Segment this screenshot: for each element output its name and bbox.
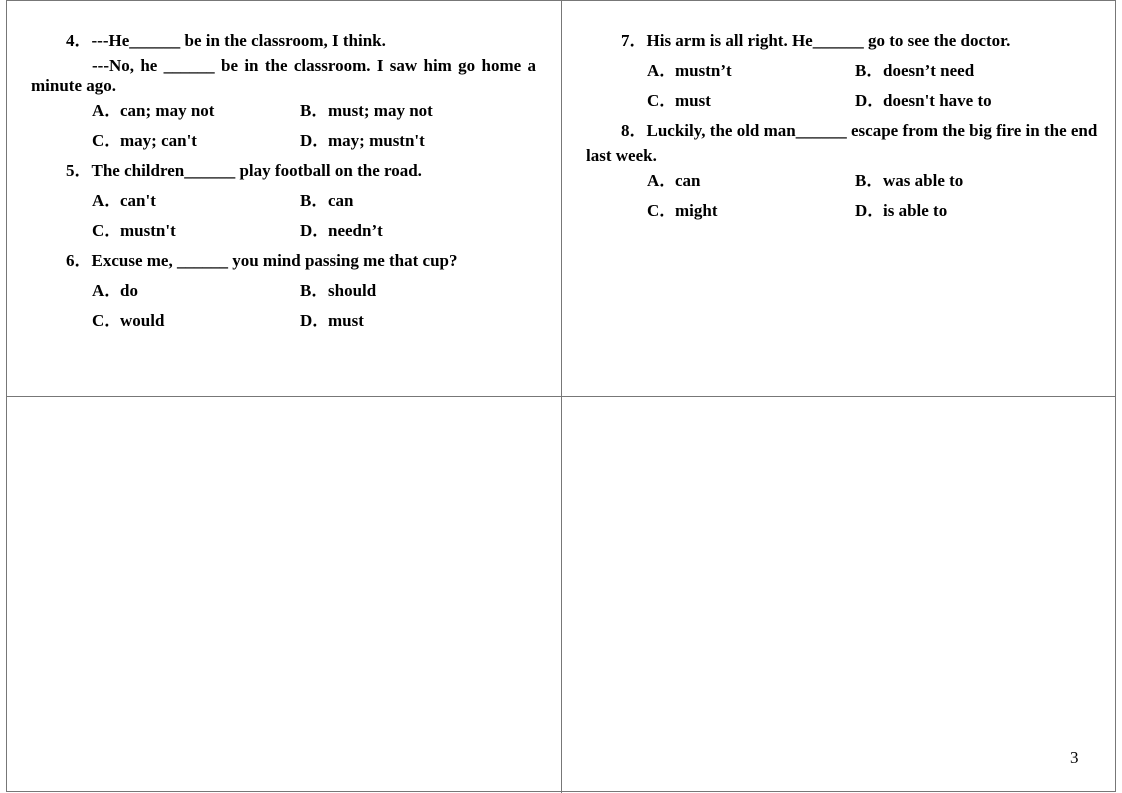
option-text: should bbox=[328, 281, 377, 300]
option-letter: B． bbox=[855, 61, 884, 80]
question-7-option-a bbox=[647, 61, 732, 81]
question-6-option-a bbox=[92, 281, 138, 301]
option-letter: C． bbox=[92, 221, 122, 240]
question-8-stem: 8．Luckily, the old man______ escape from the big fire in the end bbox=[621, 121, 1098, 140]
question-6-option-b bbox=[300, 281, 376, 301]
question-4-response-cont: minute ago. bbox=[31, 76, 116, 95]
option-text: can bbox=[675, 171, 701, 190]
option-text: must bbox=[328, 311, 364, 330]
option-text: may; can't bbox=[120, 131, 197, 150]
question-4-option-b bbox=[300, 101, 433, 121]
option-letter: C． bbox=[92, 131, 122, 150]
question-4-response: ---No, he ______ be in the classroom. I saw him go home a bbox=[92, 56, 536, 75]
question-8-option-a bbox=[647, 171, 701, 191]
option-letter: D． bbox=[300, 311, 330, 330]
question-6-option-d bbox=[300, 311, 364, 331]
question-7-option-b bbox=[855, 61, 974, 81]
question-8-option-d bbox=[855, 201, 947, 221]
question-4-stem: 4．---He______ be in the classroom, I think. bbox=[66, 31, 386, 50]
option-text: was able to bbox=[883, 171, 964, 190]
question-4-option-d bbox=[300, 131, 425, 151]
option-letter: A． bbox=[92, 281, 122, 300]
option-text: must; may not bbox=[328, 101, 433, 120]
option-text: can bbox=[328, 191, 354, 210]
question-5-option-d bbox=[300, 221, 383, 241]
question-5-stem: 5．The children______ play football on the road. bbox=[66, 161, 422, 180]
option-text: can; may not bbox=[120, 101, 215, 120]
option-text: is able to bbox=[883, 201, 948, 220]
option-text: mustn't bbox=[120, 221, 176, 240]
option-letter: B． bbox=[855, 171, 884, 190]
option-letter: A． bbox=[647, 171, 677, 190]
option-letter: D． bbox=[855, 201, 885, 220]
question-8-stem-cont: last week. bbox=[586, 146, 657, 165]
question-8-option-b bbox=[855, 171, 963, 191]
question-7-stem: 7．His arm is all right. He______ go to see the doctor. bbox=[621, 31, 1011, 50]
option-letter: D． bbox=[300, 221, 330, 240]
question-5-option-b bbox=[300, 191, 354, 211]
option-text: must bbox=[675, 91, 711, 110]
option-letter: D． bbox=[300, 131, 330, 150]
option-text: do bbox=[120, 281, 138, 300]
question-4-option-c bbox=[92, 131, 197, 151]
option-letter: B． bbox=[300, 101, 329, 120]
question-5-option-a bbox=[92, 191, 156, 211]
option-text: doesn’t need bbox=[883, 61, 975, 80]
question-6-option-c bbox=[92, 311, 164, 331]
row-divider bbox=[6, 396, 1116, 397]
option-letter: D． bbox=[855, 91, 885, 110]
option-letter: C． bbox=[92, 311, 122, 330]
option-letter: A． bbox=[92, 101, 122, 120]
question-5-option-c bbox=[92, 221, 176, 241]
option-text: might bbox=[675, 201, 718, 220]
question-4-option-a bbox=[92, 101, 214, 121]
option-text: mustn’t bbox=[675, 61, 732, 80]
option-letter: A． bbox=[92, 191, 122, 210]
option-text: needn’t bbox=[328, 221, 383, 240]
question-7-option-c bbox=[647, 91, 711, 111]
option-letter: B． bbox=[300, 281, 329, 300]
option-letter: A． bbox=[647, 61, 677, 80]
page-number: 3 bbox=[1070, 748, 1079, 767]
option-letter: C． bbox=[647, 91, 677, 110]
question-6-stem: 6．Excuse me, ______ you mind passing me that cup? bbox=[66, 251, 458, 270]
option-letter: C． bbox=[647, 201, 677, 220]
option-text: can't bbox=[120, 191, 156, 210]
option-text: doesn't have to bbox=[883, 91, 992, 110]
question-7-option-d bbox=[855, 91, 992, 111]
option-letter: B． bbox=[300, 191, 329, 210]
question-8-option-c bbox=[647, 201, 718, 221]
option-text: may; mustn't bbox=[328, 131, 425, 150]
option-text: would bbox=[120, 311, 165, 330]
